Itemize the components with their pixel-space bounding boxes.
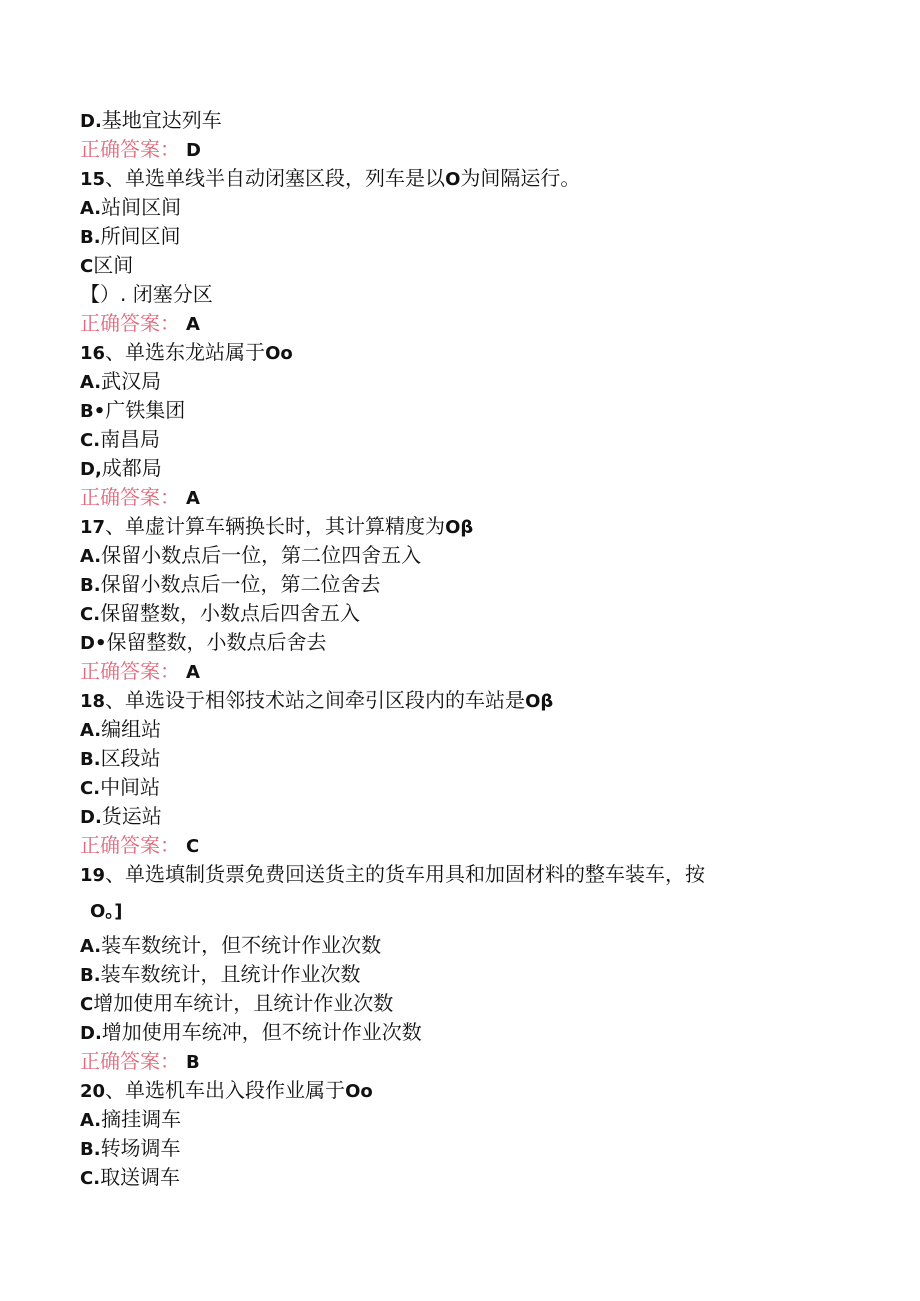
option-letter: B. xyxy=(80,965,101,986)
option-letter: A. xyxy=(80,198,102,219)
question-line xyxy=(80,164,860,193)
option-letter: D. xyxy=(80,807,102,828)
option-line xyxy=(80,1163,860,1192)
answer-line xyxy=(80,483,860,512)
answer-value: C xyxy=(186,836,200,857)
answer-line xyxy=(80,309,860,338)
question-text: 、单虚计算车辆换长时，其计算精度为 xyxy=(105,514,446,538)
option-text: 装车数统计，但不统计作业次数 xyxy=(101,933,382,957)
answer-value: A xyxy=(186,314,200,335)
option-line xyxy=(80,367,860,396)
question-continuation xyxy=(80,889,860,931)
option-letter: C xyxy=(80,994,94,1015)
option-line xyxy=(80,193,860,222)
option-line xyxy=(80,1134,860,1163)
question-blank: Oo xyxy=(265,343,293,364)
option-letter: C. xyxy=(80,604,101,625)
option-line xyxy=(80,931,860,960)
option-text: 装车数统计，且统计作业次数 xyxy=(100,962,361,986)
option-letter: B. xyxy=(80,227,101,248)
question-number: 19 xyxy=(80,865,106,886)
option-text: 站间区间 xyxy=(101,195,182,219)
answer-value: A xyxy=(186,488,200,509)
answer-line xyxy=(80,831,860,860)
option-line xyxy=(80,1018,860,1047)
option-text: 区间 xyxy=(93,253,134,277)
answer-label: 正确答案： xyxy=(80,485,180,509)
option-letter: A. xyxy=(80,720,102,741)
option-letter: B. xyxy=(80,749,101,770)
option-line xyxy=(80,570,860,599)
option-letter: D. xyxy=(80,111,102,132)
question-blank: O。] xyxy=(90,901,123,922)
option-text: 【）. 闭塞分区 xyxy=(80,282,213,306)
option-letter: A. xyxy=(80,936,102,957)
option-line xyxy=(80,802,860,831)
answer-label: 正确答案： xyxy=(80,311,180,335)
option-line xyxy=(80,744,860,773)
option-letter: C. xyxy=(80,778,101,799)
option-letter: A. xyxy=(80,372,102,393)
option-letter: B• xyxy=(80,401,106,422)
option-line xyxy=(80,960,860,989)
option-text: 增加使用车统冲，但不统计作业次数 xyxy=(101,1020,422,1044)
answer-value: D xyxy=(186,140,201,161)
option-text: 南昌局 xyxy=(100,427,161,451)
option-letter: A. xyxy=(80,1110,102,1131)
option-letter: B. xyxy=(80,575,101,596)
question-line xyxy=(80,1076,860,1105)
question-line xyxy=(80,338,860,367)
question-line xyxy=(80,512,860,541)
question-number: 17 xyxy=(80,517,106,538)
question-line xyxy=(80,860,860,889)
answer-label: 正确答案： xyxy=(80,659,180,683)
option-text: 区段站 xyxy=(100,746,161,770)
option-letter: D. xyxy=(80,1023,102,1044)
question-blank: Oβ xyxy=(445,517,474,538)
answer-label: 正确答案： xyxy=(80,833,180,857)
option-letter: C. xyxy=(80,430,101,451)
question-number: 16 xyxy=(80,343,106,364)
option-line xyxy=(80,222,860,251)
option-letter: A. xyxy=(80,546,102,567)
question-number: 15 xyxy=(80,169,106,190)
option-letter: B. xyxy=(80,1139,101,1160)
option-text: 编组站 xyxy=(101,717,162,741)
answer-line xyxy=(80,135,860,164)
answer-label: 正确答案： xyxy=(80,137,180,161)
question-blank: Oβ xyxy=(525,691,554,712)
option-letter: C xyxy=(80,256,94,277)
question-text: 、单选单线半自动闭塞区段，列车是以 xyxy=(105,166,446,190)
option-line xyxy=(80,425,860,454)
option-line xyxy=(80,251,860,280)
question-text: 、单选东龙站属于 xyxy=(105,340,266,364)
option-text: 摘挂调车 xyxy=(101,1107,182,1131)
option-letter: C. xyxy=(80,1168,101,1189)
option-text: 保留小数点后一位，第二位四舍五入 xyxy=(101,543,422,567)
option-text: 中间站 xyxy=(100,775,161,799)
option-text: 取送调车 xyxy=(100,1165,181,1189)
answer-value: A xyxy=(186,662,200,683)
option-text: 保留小数点后一位，第二位舍去 xyxy=(100,572,381,596)
option-line xyxy=(80,541,860,570)
question-text-end: 为间隔运行。 xyxy=(460,166,581,190)
option-line xyxy=(80,599,860,628)
option-text: 武汉局 xyxy=(101,369,162,393)
answer-label: 正确答案： xyxy=(80,1049,180,1073)
option-line xyxy=(80,628,860,657)
exam-question-list xyxy=(80,106,860,1192)
question-text: 、单选机车出入段作业属于 xyxy=(105,1078,346,1102)
option-text: 基地宜达列车 xyxy=(101,108,222,132)
option-line xyxy=(80,1105,860,1134)
question-blank: O xyxy=(445,169,461,190)
option-letter: D• xyxy=(80,633,107,654)
answer-value: B xyxy=(186,1052,200,1073)
question-blank: Oo xyxy=(345,1081,373,1102)
option-text: 转场调车 xyxy=(100,1136,181,1160)
option-line xyxy=(80,106,860,135)
option-text: 保留整数，小数点后四舍五入 xyxy=(100,601,361,625)
option-text: 广铁集团 xyxy=(105,398,186,422)
question-number: 20 xyxy=(80,1081,106,1102)
option-line xyxy=(80,454,860,483)
option-letter: D, xyxy=(80,459,102,480)
answer-line xyxy=(80,1047,860,1076)
option-text: 货运站 xyxy=(101,804,162,828)
question-text: 、单选填制货票免费回送货主的货车用具和加固材料的整车装车，按 xyxy=(105,862,706,886)
option-text: 成都局 xyxy=(101,456,162,480)
question-line xyxy=(80,686,860,715)
option-text: 增加使用车统计，且统计作业次数 xyxy=(93,991,394,1015)
option-line xyxy=(80,773,860,802)
option-line xyxy=(80,396,860,425)
option-text: 所间区间 xyxy=(100,224,181,248)
option-line xyxy=(80,989,860,1018)
question-number: 18 xyxy=(80,691,106,712)
option-text: 保留整数，小数点后舍去 xyxy=(106,630,327,654)
question-text: 、单选设于相邻技术站之间牵引区段内的车站是 xyxy=(105,688,526,712)
option-line xyxy=(80,715,860,744)
answer-line xyxy=(80,657,860,686)
option-line xyxy=(80,280,860,309)
